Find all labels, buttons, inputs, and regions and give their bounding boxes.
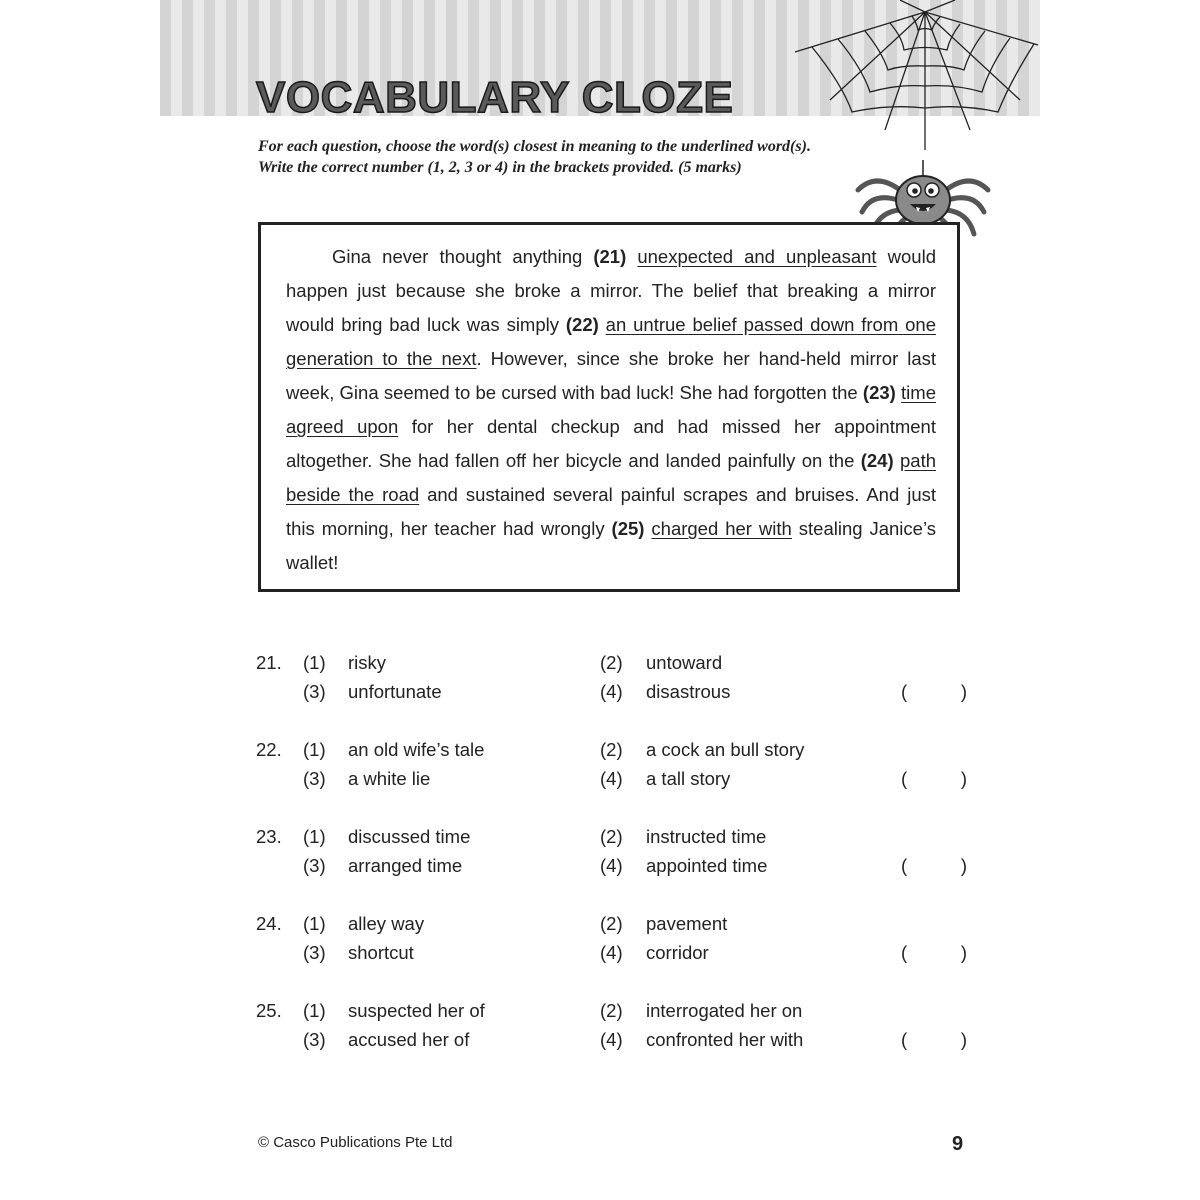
option-number: (4) bbox=[600, 942, 623, 963]
underlined-phrase: unexpected and unpleasant bbox=[637, 246, 877, 267]
option-text: disastrous bbox=[646, 681, 731, 702]
question-marker: (23) bbox=[862, 382, 896, 403]
option-number: (1) bbox=[303, 913, 326, 934]
option-number: (4) bbox=[600, 855, 623, 876]
cloze-passage bbox=[286, 240, 936, 580]
option-text: risky bbox=[348, 652, 387, 673]
option-number: (3) bbox=[303, 681, 326, 702]
bracket-open: ( bbox=[901, 1029, 908, 1050]
bracket-open: ( bbox=[901, 855, 908, 876]
option-text: discussed time bbox=[348, 826, 471, 847]
option-number: (4) bbox=[600, 768, 623, 789]
passage-text: . However, since she broke her hand-held mirror last week, Gina seemed to be cursed with bad luck! She had forgotten the bbox=[286, 348, 937, 403]
option-text: corridor bbox=[646, 942, 709, 963]
question-number: 23. bbox=[256, 826, 282, 847]
option-row bbox=[256, 677, 976, 706]
option-text: appointed time bbox=[646, 855, 768, 876]
instructions-text: For each question, choose the word(s) closest in meaning to the underlined word(s). Write the correct number (1, 2, 3 or 4) in the brackets provided. (5 marks) bbox=[258, 138, 811, 176]
spider-web-icon bbox=[790, 0, 1040, 150]
bracket-open: ( bbox=[901, 768, 908, 789]
option-number: (3) bbox=[303, 1029, 326, 1050]
option-number: (2) bbox=[600, 913, 623, 934]
bracket-close: ) bbox=[960, 681, 967, 702]
option-number: (2) bbox=[600, 1000, 623, 1021]
option-number: (2) bbox=[600, 739, 623, 760]
question-item bbox=[256, 909, 976, 996]
question-number: 22. bbox=[256, 739, 282, 760]
question-number: 21. bbox=[256, 652, 282, 673]
question-item bbox=[256, 735, 976, 822]
question-item bbox=[256, 996, 976, 1083]
underlined-phrase: charged her with bbox=[651, 518, 792, 539]
option-text: arranged time bbox=[348, 855, 463, 876]
page-title: VOCABULARY CLOZE bbox=[256, 73, 734, 122]
option-row bbox=[256, 735, 976, 764]
underlined-phrase: path beside the road bbox=[286, 450, 937, 505]
question-item bbox=[256, 822, 976, 909]
option-number: (2) bbox=[600, 826, 623, 847]
option-number: (3) bbox=[303, 855, 326, 876]
option-row bbox=[256, 764, 976, 793]
option-text: pavement bbox=[646, 913, 728, 934]
underlined-phrase: time agreed upon bbox=[286, 382, 936, 437]
passage-text: stealing Janice’s wallet! bbox=[286, 518, 936, 573]
underlined-phrase: an untrue belief passed down from one generation to the next bbox=[286, 314, 936, 369]
option-row bbox=[256, 822, 976, 851]
option-text: interrogated her on bbox=[646, 1000, 803, 1021]
question-marker: (22) bbox=[565, 314, 599, 335]
passage-text: Gina never thought anything bbox=[332, 246, 594, 267]
question-list bbox=[256, 648, 976, 1083]
option-row bbox=[256, 938, 976, 967]
question-number: 24. bbox=[256, 913, 282, 934]
option-row bbox=[256, 909, 976, 938]
passage-text: would happen just because she broke a mirror. The belief that breaking a mirror would bring bad luck was simply bbox=[286, 246, 936, 335]
passage-text bbox=[599, 314, 606, 335]
bracket-open: ( bbox=[901, 681, 908, 702]
option-text: a white lie bbox=[348, 768, 431, 789]
option-number: (1) bbox=[303, 739, 326, 760]
question-number: 25. bbox=[256, 1000, 282, 1021]
option-text: instructed time bbox=[646, 826, 767, 847]
question-marker: (25) bbox=[611, 518, 645, 539]
option-number: (4) bbox=[600, 1029, 623, 1050]
option-number: (2) bbox=[600, 652, 623, 673]
option-text: confronted her with bbox=[646, 1029, 804, 1050]
option-number: (3) bbox=[303, 942, 326, 963]
passage-text bbox=[626, 246, 637, 267]
option-text: an old wife’s tale bbox=[348, 739, 485, 760]
option-text: untoward bbox=[646, 652, 723, 673]
option-text: alley way bbox=[348, 913, 425, 934]
option-number: (1) bbox=[303, 652, 326, 673]
bracket-open: ( bbox=[901, 942, 908, 963]
option-row bbox=[256, 1025, 976, 1054]
option-number: (1) bbox=[303, 826, 326, 847]
option-row bbox=[256, 996, 976, 1025]
passage-text: for her dental checkup and had missed her appointment altogether. She had fallen off her bicycle and landed painfully on the bbox=[286, 416, 936, 471]
copyright-notice: © Casco Publications Pte Ltd bbox=[258, 1134, 453, 1151]
passage-paragraph bbox=[286, 240, 936, 580]
bracket-close: ) bbox=[960, 1029, 967, 1050]
option-text: accused her of bbox=[348, 1029, 470, 1050]
option-number: (1) bbox=[303, 1000, 326, 1021]
page-number: 9 bbox=[952, 1133, 964, 1155]
bracket-close: ) bbox=[960, 855, 967, 876]
option-number: (4) bbox=[600, 681, 623, 702]
option-text: suspected her of bbox=[348, 1000, 485, 1021]
question-marker: (21) bbox=[593, 246, 627, 267]
bracket-close: ) bbox=[960, 942, 967, 963]
bracket-close: ) bbox=[960, 768, 967, 789]
option-text: a tall story bbox=[646, 768, 731, 789]
option-text: unfortunate bbox=[348, 681, 442, 702]
option-row bbox=[256, 851, 976, 880]
question-marker: (24) bbox=[860, 450, 894, 471]
option-row bbox=[256, 648, 976, 677]
option-text: a cock an bull story bbox=[646, 739, 805, 760]
option-number: (3) bbox=[303, 768, 326, 789]
option-text: shortcut bbox=[348, 942, 414, 963]
question-item bbox=[256, 648, 976, 735]
passage-text: and sustained several painful scrapes and bruises. And just this morning, her teacher had wrongly bbox=[286, 484, 936, 539]
